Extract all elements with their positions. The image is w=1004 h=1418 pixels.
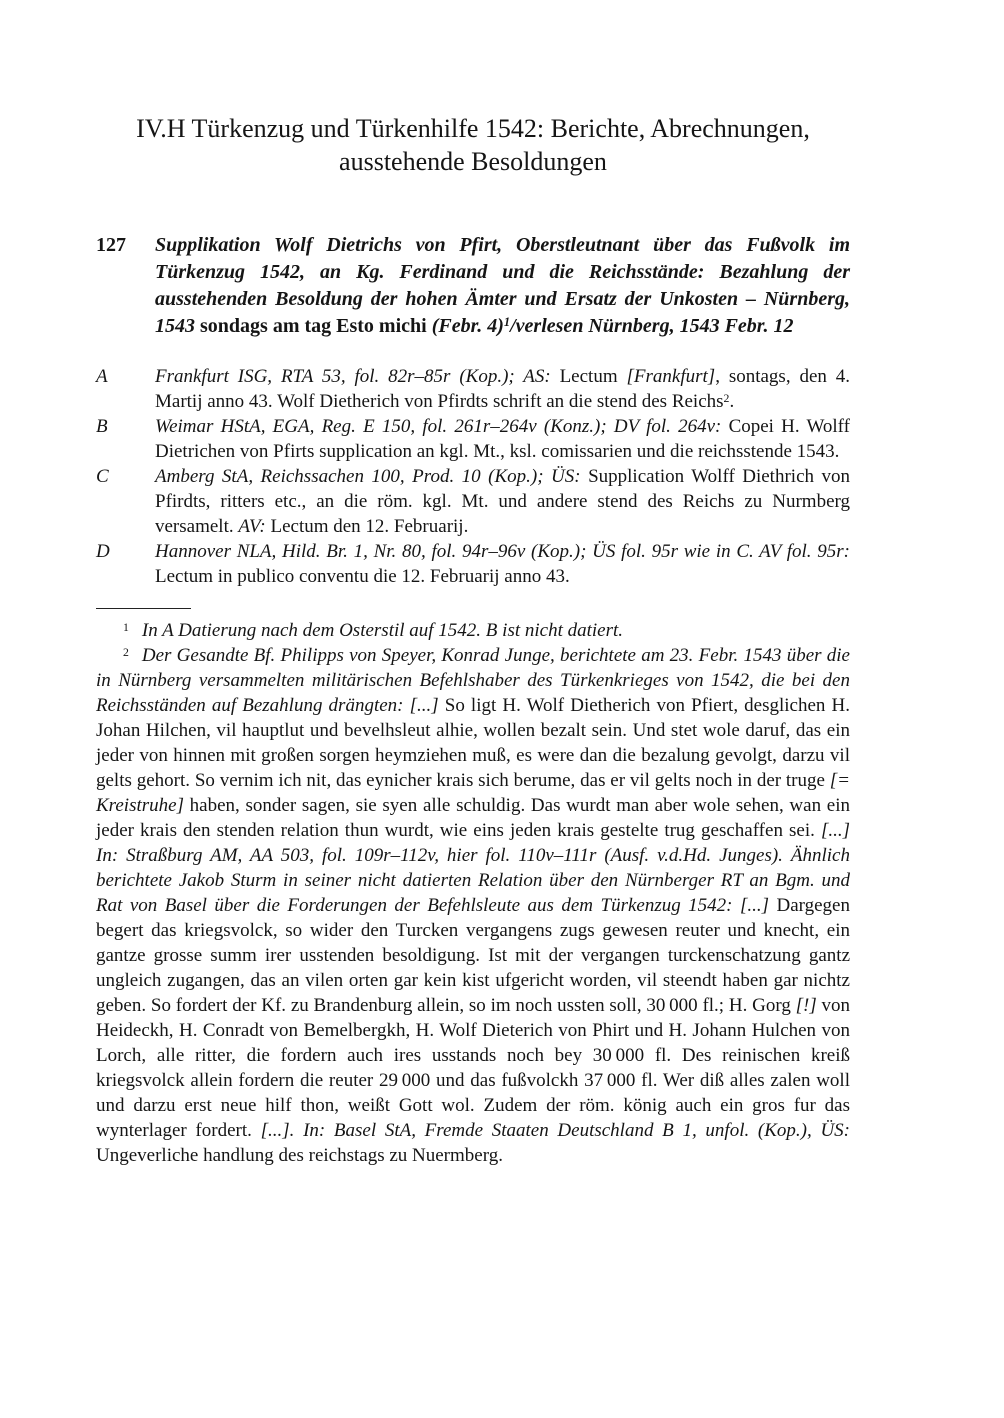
footnote-1 xyxy=(96,618,850,643)
source-text-b xyxy=(155,414,850,464)
chapter-heading-line-1: IV.H Türkenzug und Türkenhilfe 1542: Berichte, Abrechnungen, xyxy=(136,114,810,143)
text-block xyxy=(96,0,850,1168)
text-segment: Supplication Wolff Diethrich von Pfirdts, ritters etc., an die röm. kgl. Mt. und andere stend des Reichs zu Nurmberg versamelt. xyxy=(155,466,850,537)
source-label-b: B xyxy=(96,416,108,437)
text-segment: 2 xyxy=(723,391,730,405)
text-segment: 1 xyxy=(503,315,511,330)
source-label-c: C xyxy=(96,466,109,487)
source-entry-b xyxy=(96,414,850,464)
chapter-heading-line-2: ausstehende Besoldungen xyxy=(339,147,607,176)
text-segment: Supplikation Wolf Dietrichs von Pfirt, Oberstleutnant über das Fußvolk im Türkenzug 1542, an Kg. Ferdinand und die Reichsstände: Bezahlung der ausstehenden Besoldung der hohen Ämter und Ersatz der Unkosten – Nürnberg, 1543 xyxy=(155,234,850,337)
text-segment: Copei H. Wolff Dietrichen von Pfirts supplication an kgl. Mt., ksl. comissarien und die reichsstende 1543. xyxy=(155,416,850,462)
text-segment: [Frankfurt] xyxy=(626,366,716,387)
text-segment: Lectum den 12. Februarij. xyxy=(270,516,469,537)
footnote-1-text xyxy=(142,620,623,641)
text-segment: haben, sonder sagen, sie syen alle schuldig. Das wurdt man aber wole sehen, wan ein jeder krais den stenden relation thun wurdt, wie eins jeden krais gestelte trug geschaffen sei. xyxy=(96,795,850,841)
source-entry-a xyxy=(96,364,850,414)
entry-title xyxy=(155,232,850,340)
text-segment: [...] In: Straßburg AM, AA 503, fol. 109r–112v, hier fol. 110v–111r (Ausf. v.d.Hd. Junges). Ähnlich berichtete Jakob Sturm in seiner nicht datierten Relation über den Nürnberger RT an Bgm. und Rat von Basel über die Forderungen der Befehlsleute aus dem Türkenzug 1542: [...] xyxy=(96,820,850,916)
entry-number: 127 xyxy=(96,234,126,256)
text-segment: Amberg StA, Reichssachen 100, Prod. 10 (Kop.); ÜS: xyxy=(155,466,589,487)
source-entry-c xyxy=(96,464,850,539)
source-text-d xyxy=(155,539,850,589)
source-entry-d xyxy=(96,539,850,589)
text-segment: , sontags, den 4. Martij anno 43. Wolf Dietherich von Pfirdts schrift an die stend des Reichs xyxy=(155,366,851,412)
text-segment: (Febr. 4) xyxy=(431,315,504,337)
footnote-2 xyxy=(96,643,850,1168)
text-segment: Der Gesandte Bf. Philipps von Speyer, Konrad Junge, berichtete am 23. Febr. 1543 über die in Nürnberg versammelten militärischen Befehlshaber des Türkenkrieges von 1542, die bei den Reichsständen auf Bezahlung drängten: [...] xyxy=(96,645,850,716)
text-segment: sondags am tag Esto michi xyxy=(200,315,432,337)
text-segment: Hannover NLA, Hild. Br. 1, Nr. 80, fol. 94r–96v (Kop.); ÜS fol. 95r wie in C. AV fol. 95r: xyxy=(155,541,850,562)
source-label-a: A xyxy=(96,366,108,387)
footnote-separator xyxy=(96,608,191,609)
text-segment: Frankfurt ISG, RTA 53, fol. 82r–85r (Kop.); AS: xyxy=(155,366,560,387)
footnote-2-text xyxy=(96,645,850,1166)
entry-127 xyxy=(96,232,850,340)
text-segment: Weimar HStA, EGA, Reg. E 150, fol. 261r–264v (Konz.); DV fol. 264v: xyxy=(155,416,729,437)
text-segment: [!] xyxy=(795,995,817,1016)
text-segment: Ungeverliche handlung des reichstags zu Nuermberg. xyxy=(96,1145,503,1166)
text-segment: . xyxy=(729,391,735,412)
footnote-1-number: 1 xyxy=(123,620,129,634)
source-text-a xyxy=(155,364,850,414)
text-segment: von Heideckh, H. Conradt von Bemelbergkh, H. Wolf Dieterich von Phirt und H. Johann Hulchen von Lorch, alle ritter, die fordern auch ires usstands noch bey 30 000 fl. Des reinischen kreiß kriegsvolck allein fordern die reuter 29 000 und das fußvolckh 37 000 fl. Wer diß alles zalen woll und darzu erst neue hilf thon, weißt Gott wol. Zudem der röm. könig auch ein gros fur das wynterlager fordert. xyxy=(96,995,851,1141)
text-segment: In A Datierung nach dem Osterstil auf 1542. B ist nicht datiert. xyxy=(141,620,624,641)
text-segment: Dargegen begert das kriegsvolck, so wider den Turcken vergangens zugs gewesen reuter und knecht, ein gantze grosse summ irer usstenden besoldigung. Ist mit der vergangen turckenschatzung gantz ungleich zugangen, das an vilen orten gar kein kist ufgericht worden, vil steendt haben gar nichtz geben. So fordert der Kf. zu Brandenburg allein, so im noch ussten soll, 30 000 fl.; H. Gorg xyxy=(96,895,850,1016)
source-label-d: D xyxy=(96,541,110,562)
source-text-c xyxy=(155,464,850,539)
footnote-2-number: 2 xyxy=(123,645,129,659)
text-segment: [...]. In: Basel StA, Fremde Staaten Deutschland B 1, unfol. (Kop.), ÜS: xyxy=(260,1120,850,1141)
text-segment: [= Kreistruhe] xyxy=(96,770,850,816)
text-segment: /verlesen Nürnberg, 1543 Febr. 12 xyxy=(510,315,794,337)
source-list xyxy=(96,364,850,589)
footnote-section xyxy=(96,618,850,1168)
text-segment: Lectum in publico conventu die 12. Februarij anno 43. xyxy=(155,566,570,587)
text-segment: So ligt H. Wolf Dietherich von Pfiert, desglichen H. Johan Hilchen, vil hauptlut und bevelhsleut alhie, wollen bezalt sein. Und stet wole daruf, das ein jeder von hinnen mit großen sorgen heymziehen muß, es were dan die bezalung gevolgt, darzu vil gelts gehort. So vernim ich nit, das eynicher krais sich berume, das er vil gelts noch in der truge xyxy=(96,695,851,791)
chapter-heading xyxy=(96,112,850,178)
text-segment: AV: xyxy=(238,516,271,537)
text-segment: Lectum xyxy=(559,366,627,387)
